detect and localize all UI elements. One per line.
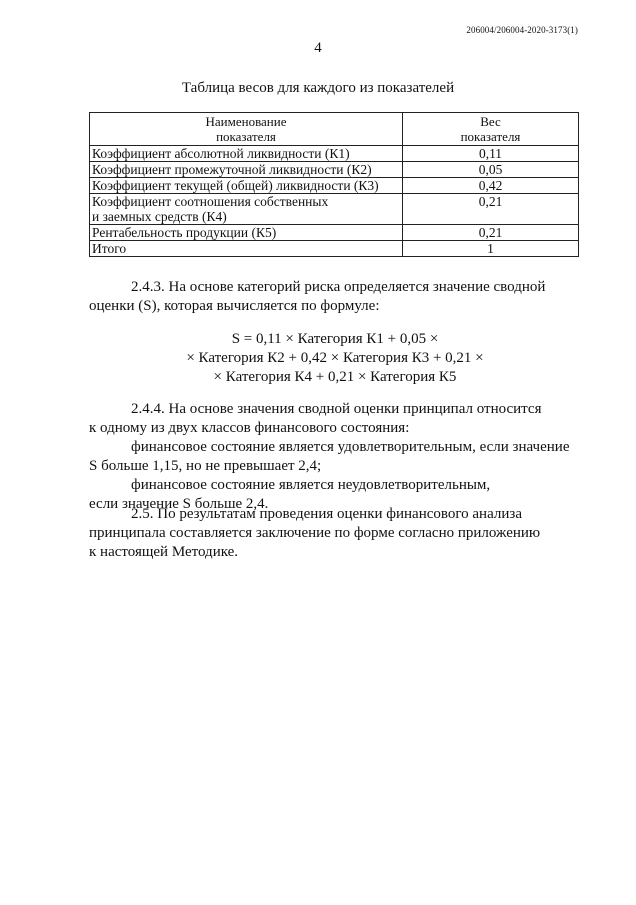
paragraph-2-5: 2.5. По результатам проведения оценки финансового анализа принципала составляется заключение по форме согласно приложению к настоящей Методике. — [89, 506, 541, 560]
page-number: 4 — [314, 40, 322, 56]
spread-line: финансовое состояние является неудовлетворительным, — [131, 477, 491, 493]
total-label: Итого — [90, 241, 403, 257]
formula-line: × Категория К2 + 0,42 × Категория К3 + 0,21 × — [186, 350, 484, 366]
table-row — [90, 194, 579, 225]
paragraph-2-4-4: 2.4.4. На основе значения сводной оценки принципал относится к одному из двух классов финансового состояния: финансовое состояние является удовлетворительным, если значение S больше 1,15, но не превышает 2,4; финансовое состояние является неудовлетворительным, если значение S больше 2,4. — [89, 400, 579, 514]
indicator-name: Коэффициент соотношения собственных и заемных средств (К4) — [90, 194, 403, 225]
indicator-name: Коэффициент текущей (общей) ликвидности (К3) — [90, 178, 403, 194]
formula-line: × Категория К4 + 0,21 × Категория К5 — [213, 369, 457, 385]
table-title: Таблица весов для каждого из показателей — [181, 80, 455, 96]
document-code: 206004/206004-2020-3173(1) — [466, 25, 578, 35]
column-header-name: Наименование показателя — [90, 113, 403, 146]
indicator-weight: 0,05 — [403, 162, 579, 178]
formula-line: S = 0,11 × Категория К1 + 0,05 × — [231, 331, 439, 347]
table-header-row — [90, 113, 579, 146]
indicator-weight: 0,11 — [403, 146, 579, 162]
table-row — [90, 162, 579, 178]
total-weight: 1 — [403, 241, 579, 257]
indicator-weight: 0,21 — [403, 194, 579, 225]
table-row — [90, 225, 579, 241]
table-row — [90, 146, 579, 162]
indicator-name: Коэффициент промежуточной ликвидности (К2) — [90, 162, 403, 178]
indicator-weight: 0,21 — [403, 225, 579, 241]
indicator-name: Рентабельность продукции (К5) — [90, 225, 403, 241]
table-total-row — [90, 241, 579, 257]
summary-score-formula — [0, 330, 636, 387]
indicator-weight: 0,42 — [403, 178, 579, 194]
weights-table — [89, 112, 579, 257]
indicator-name: Коэффициент абсолютной ликвидности (К1) — [90, 146, 403, 162]
table-row — [90, 178, 579, 194]
paragraph-2-4-3: 2.4.3. На основе категорий риска определяется значение сводной оценки (S), которая вычисляется по формуле: — [89, 279, 546, 314]
column-header-weight: Вес показателя — [403, 113, 579, 146]
